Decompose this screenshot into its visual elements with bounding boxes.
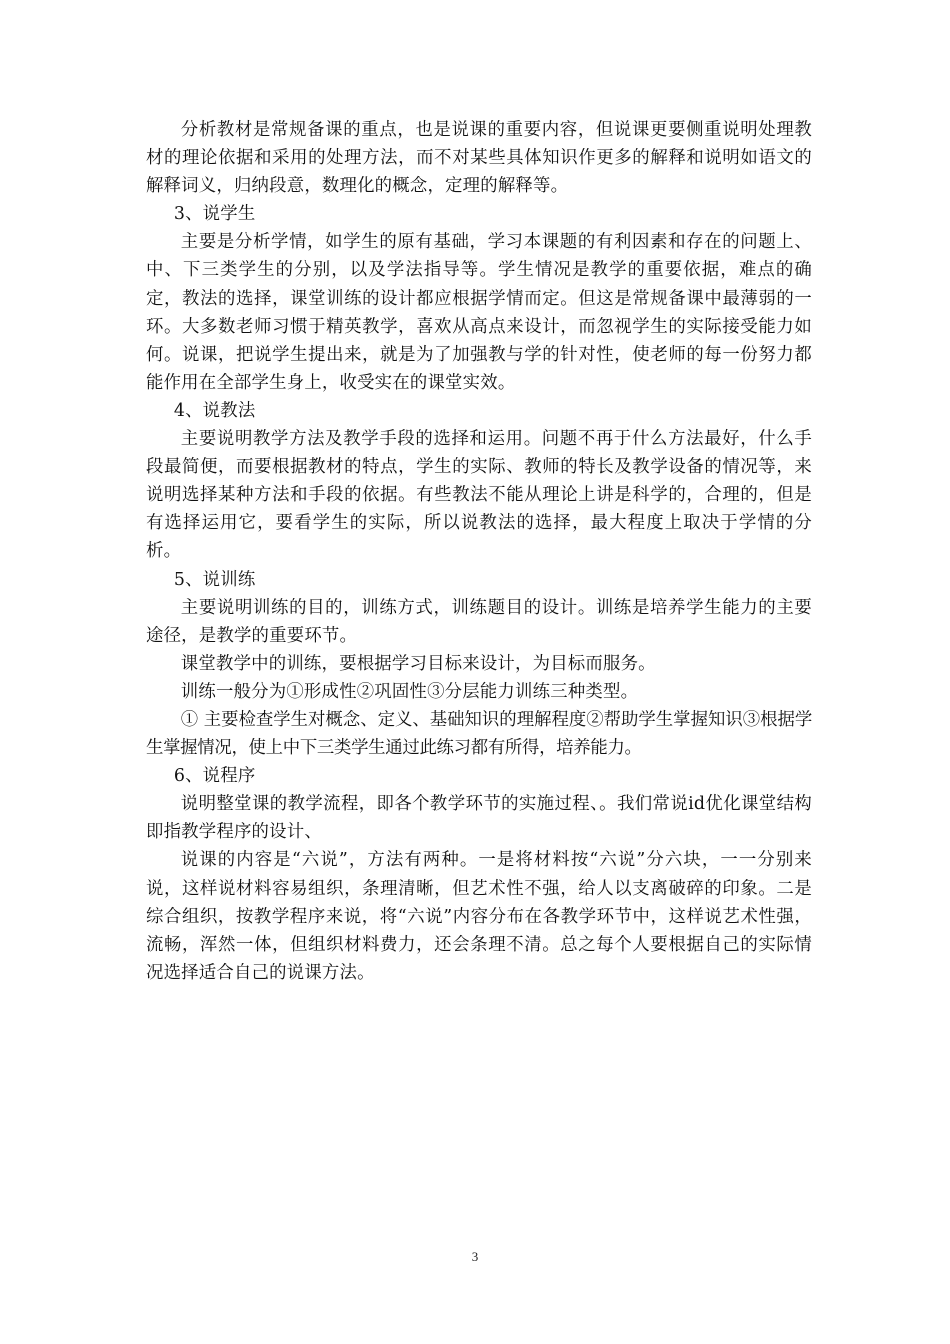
paragraph-students: 主要是分析学情，如学生的原有基础，学习本课题的有利因素和存在的问题上、中、下三类学生的分别，以及学法指导等。学生情况是教学的重要依据，难点的确定，教法的选择，课堂训练的设计都应根据学情而定。但这是常规备课中最薄弱的一环。大多数老师习惯于精英教学，喜欢从高点来设计，而忽视学生的实际接受能力如何。说课，把说学生提出来，就是为了加强教与学的针对性，使老师的每一份努力都能作用在全部学生身上，收受实在的课堂实效。 xyxy=(146,232,812,393)
document-body xyxy=(146,116,812,987)
page-number: 3 xyxy=(471,1249,479,1264)
paragraph-training-design: 课堂教学中的训练，要根据学习目标来设计，为目标而服务。 xyxy=(180,653,656,674)
paragraph-training-purpose: 主要说明训练的目的，训练方式，训练题目的设计。训练是培养学生能力的主要途径，是教学的重要环节。 xyxy=(146,597,812,646)
paragraph-analysis-materials: 分析教材是常规备课的重点，也是说课的重要内容，但说课更要侧重说明处理教材的理论依据和采用的处理方法，而不对某些具体知识作更多的解释和说明如语文的解释词义，归纳段意，数理化的概念，定理的解释等。 xyxy=(146,120,812,197)
section-heading-methods: 4、说教法 xyxy=(173,400,256,421)
paragraph-methods: 主要说明教学方法及教学手段的选择和运用。问题不再于什么方法最好，什么手段最简便，而要根据教材的特点，学生的实际、教师的特长及教学设备的情况等，来说明选择某种方法和手段的依据。有些教法不能从理论上讲是科学的，合理的，但是有选择运用它，要看学生的实际，所以说教法的选择，最大程度上取决于学情的分析。 xyxy=(146,429,812,562)
section-heading-procedure: 6、说程序 xyxy=(173,766,256,787)
section-heading-students: 3、说学生 xyxy=(173,204,256,225)
paragraph-summary: 说课的内容是“六说”，方法有两种。一是将材料按“六说”分六块，一一分别来说，这样说材料容易组织，条理清晰，但艺术性不强，给人以支离破碎的印象。二是综合组织，按教学程序来说，将“六说”内容分布在各教学环节中，这样说艺术性强，流畅，浑然一体，但组织材料费力，还会条理不清。总之每个人要根据自己的实际情况选择适合自己的说课方法。 xyxy=(146,850,812,983)
paragraph-procedure: 说明整堂课的教学流程，即各个教学环节的实施过程、。我们常说id优化课堂结构即指教学程序的设计、 xyxy=(146,794,812,843)
section-heading-training: 5、说训练 xyxy=(173,569,256,590)
paragraph-training-types: 训练一般分为①形成性②巩固性③分层能力训练三种类型。 xyxy=(180,681,639,702)
paragraph-training-details: ① 主要检查学生对概念、定义、基础知识的理解程度②帮助学生掌握知识③根据学生掌握情况，使上中下三类学生通过此练习都有所得，培养能力。 xyxy=(146,709,812,759)
